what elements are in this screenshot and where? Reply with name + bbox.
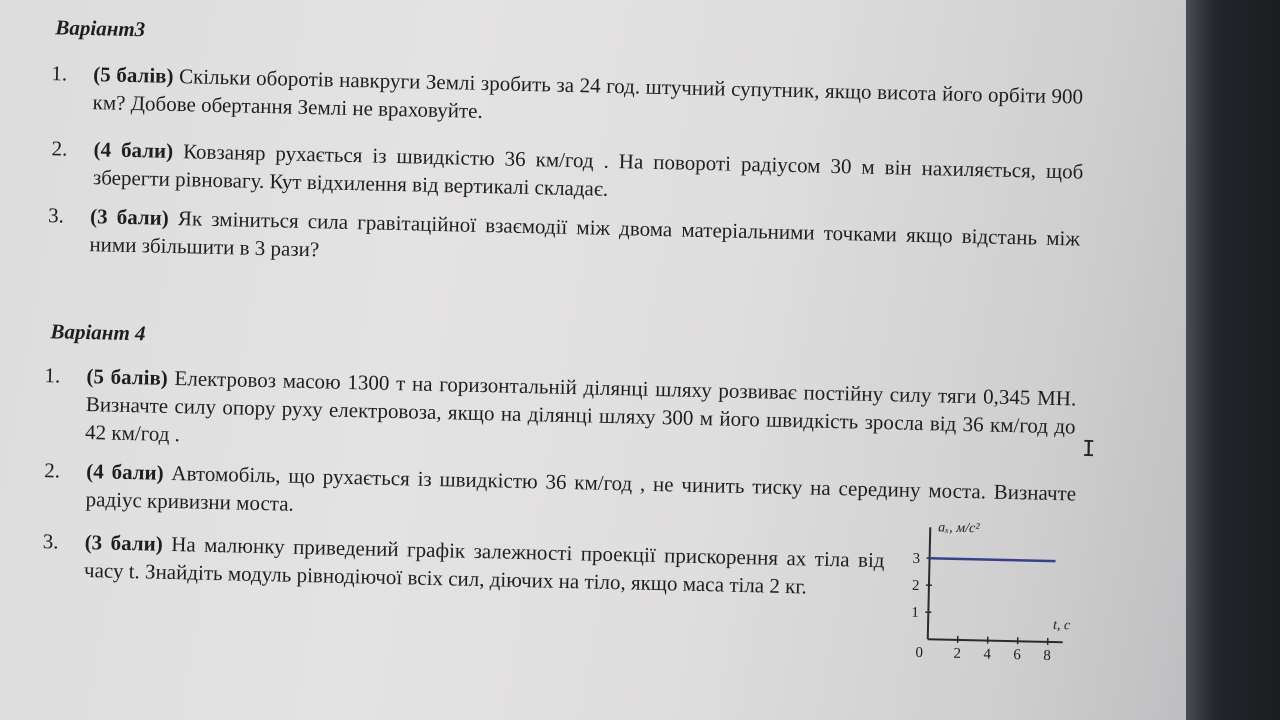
origin-label: 0 bbox=[915, 644, 924, 662]
task-text: На малюнку приведений графік залежності проекції прискорення ах тіла від часу t. Знайдіть модуль рівнодіючої всіх сил, діючих на тіло, якщо маса тіла 2 кг. bbox=[83, 531, 885, 599]
variant3-task-2 bbox=[51, 135, 1084, 213]
task-number: 2. bbox=[51, 136, 68, 161]
x-axis-label: t, с bbox=[1052, 618, 1071, 634]
acceleration-graph bbox=[897, 509, 1091, 671]
task-text: Ковзаняр рухається із швидкістю 36 км/год . На повороті радіусом 30 м він нахиляється, щоб зберегти рівновагу. Кут відхилення від вертикалі складає. bbox=[92, 138, 1084, 201]
variant3-title: Варіант3 bbox=[55, 15, 146, 42]
task-number: 1. bbox=[44, 363, 61, 388]
task-number: 1. bbox=[51, 61, 68, 86]
task-number: 2. bbox=[44, 458, 61, 483]
monitor-bezel bbox=[1186, 0, 1280, 720]
task-number: 3. bbox=[47, 203, 65, 228]
x-tick-label: 2 bbox=[953, 645, 962, 662]
task-number: 3. bbox=[42, 529, 59, 554]
task-text: Скільки оборотів навкруги Землі зробить за 24 год. штучний супутник, якщо висота його орбіти 900 км? Добове обертання Землі не враховуйте. bbox=[92, 63, 1084, 123]
variant4-task-1 bbox=[44, 362, 1077, 468]
task-points: (5 балів) bbox=[93, 62, 174, 88]
y-tick-label: 2 bbox=[911, 577, 920, 595]
x-tick-label: 8 bbox=[1043, 647, 1052, 665]
variant3-task-1 bbox=[51, 60, 1084, 138]
task-text: Електровоз масою 1300 т на горизонтальній ділянці шляху розвиває постійну силу тяги 0,345 МН. Визначте силу опору руху електровоза, якщо на ділянці шляху 300 м його швидкість зросла від 36 км/год до 42 км/год . bbox=[84, 365, 1077, 447]
x-axis bbox=[928, 639, 1063, 642]
variant4-task-3 bbox=[42, 528, 885, 602]
task-points: (4 бали) bbox=[86, 459, 164, 485]
x-tick-label: 6 bbox=[1013, 647, 1022, 664]
x-tick-label: 4 bbox=[983, 646, 992, 663]
acceleration-series-line bbox=[930, 558, 1056, 561]
task-points: (5 балів) bbox=[86, 364, 169, 390]
task-points: (4 бали) bbox=[93, 137, 174, 163]
y-axis-label: aₓ, м/с² bbox=[938, 520, 980, 537]
variant4-title: Варіант 4 bbox=[50, 319, 146, 346]
task-points: (3 бали) bbox=[84, 530, 164, 556]
task-text: Як зміниться сила гравітаційної взаємодії між двома матеріальними точками якщо відстань між ними збільшити в 3 рази? bbox=[89, 205, 1081, 262]
y-tick-label: 1 bbox=[911, 604, 920, 622]
task-points: (3 бали) bbox=[89, 204, 170, 230]
y-axis bbox=[928, 527, 931, 639]
variant3-task-3 bbox=[47, 202, 1081, 280]
text-cursor-icon: I bbox=[1081, 436, 1096, 463]
task-text: Автомобіль, що рухається із швидкістю 36 км/год , не чинить тиску на середину моста. Визначте радіус кривизни моста. bbox=[85, 460, 1077, 516]
y-tick-label: 3 bbox=[912, 550, 921, 568]
